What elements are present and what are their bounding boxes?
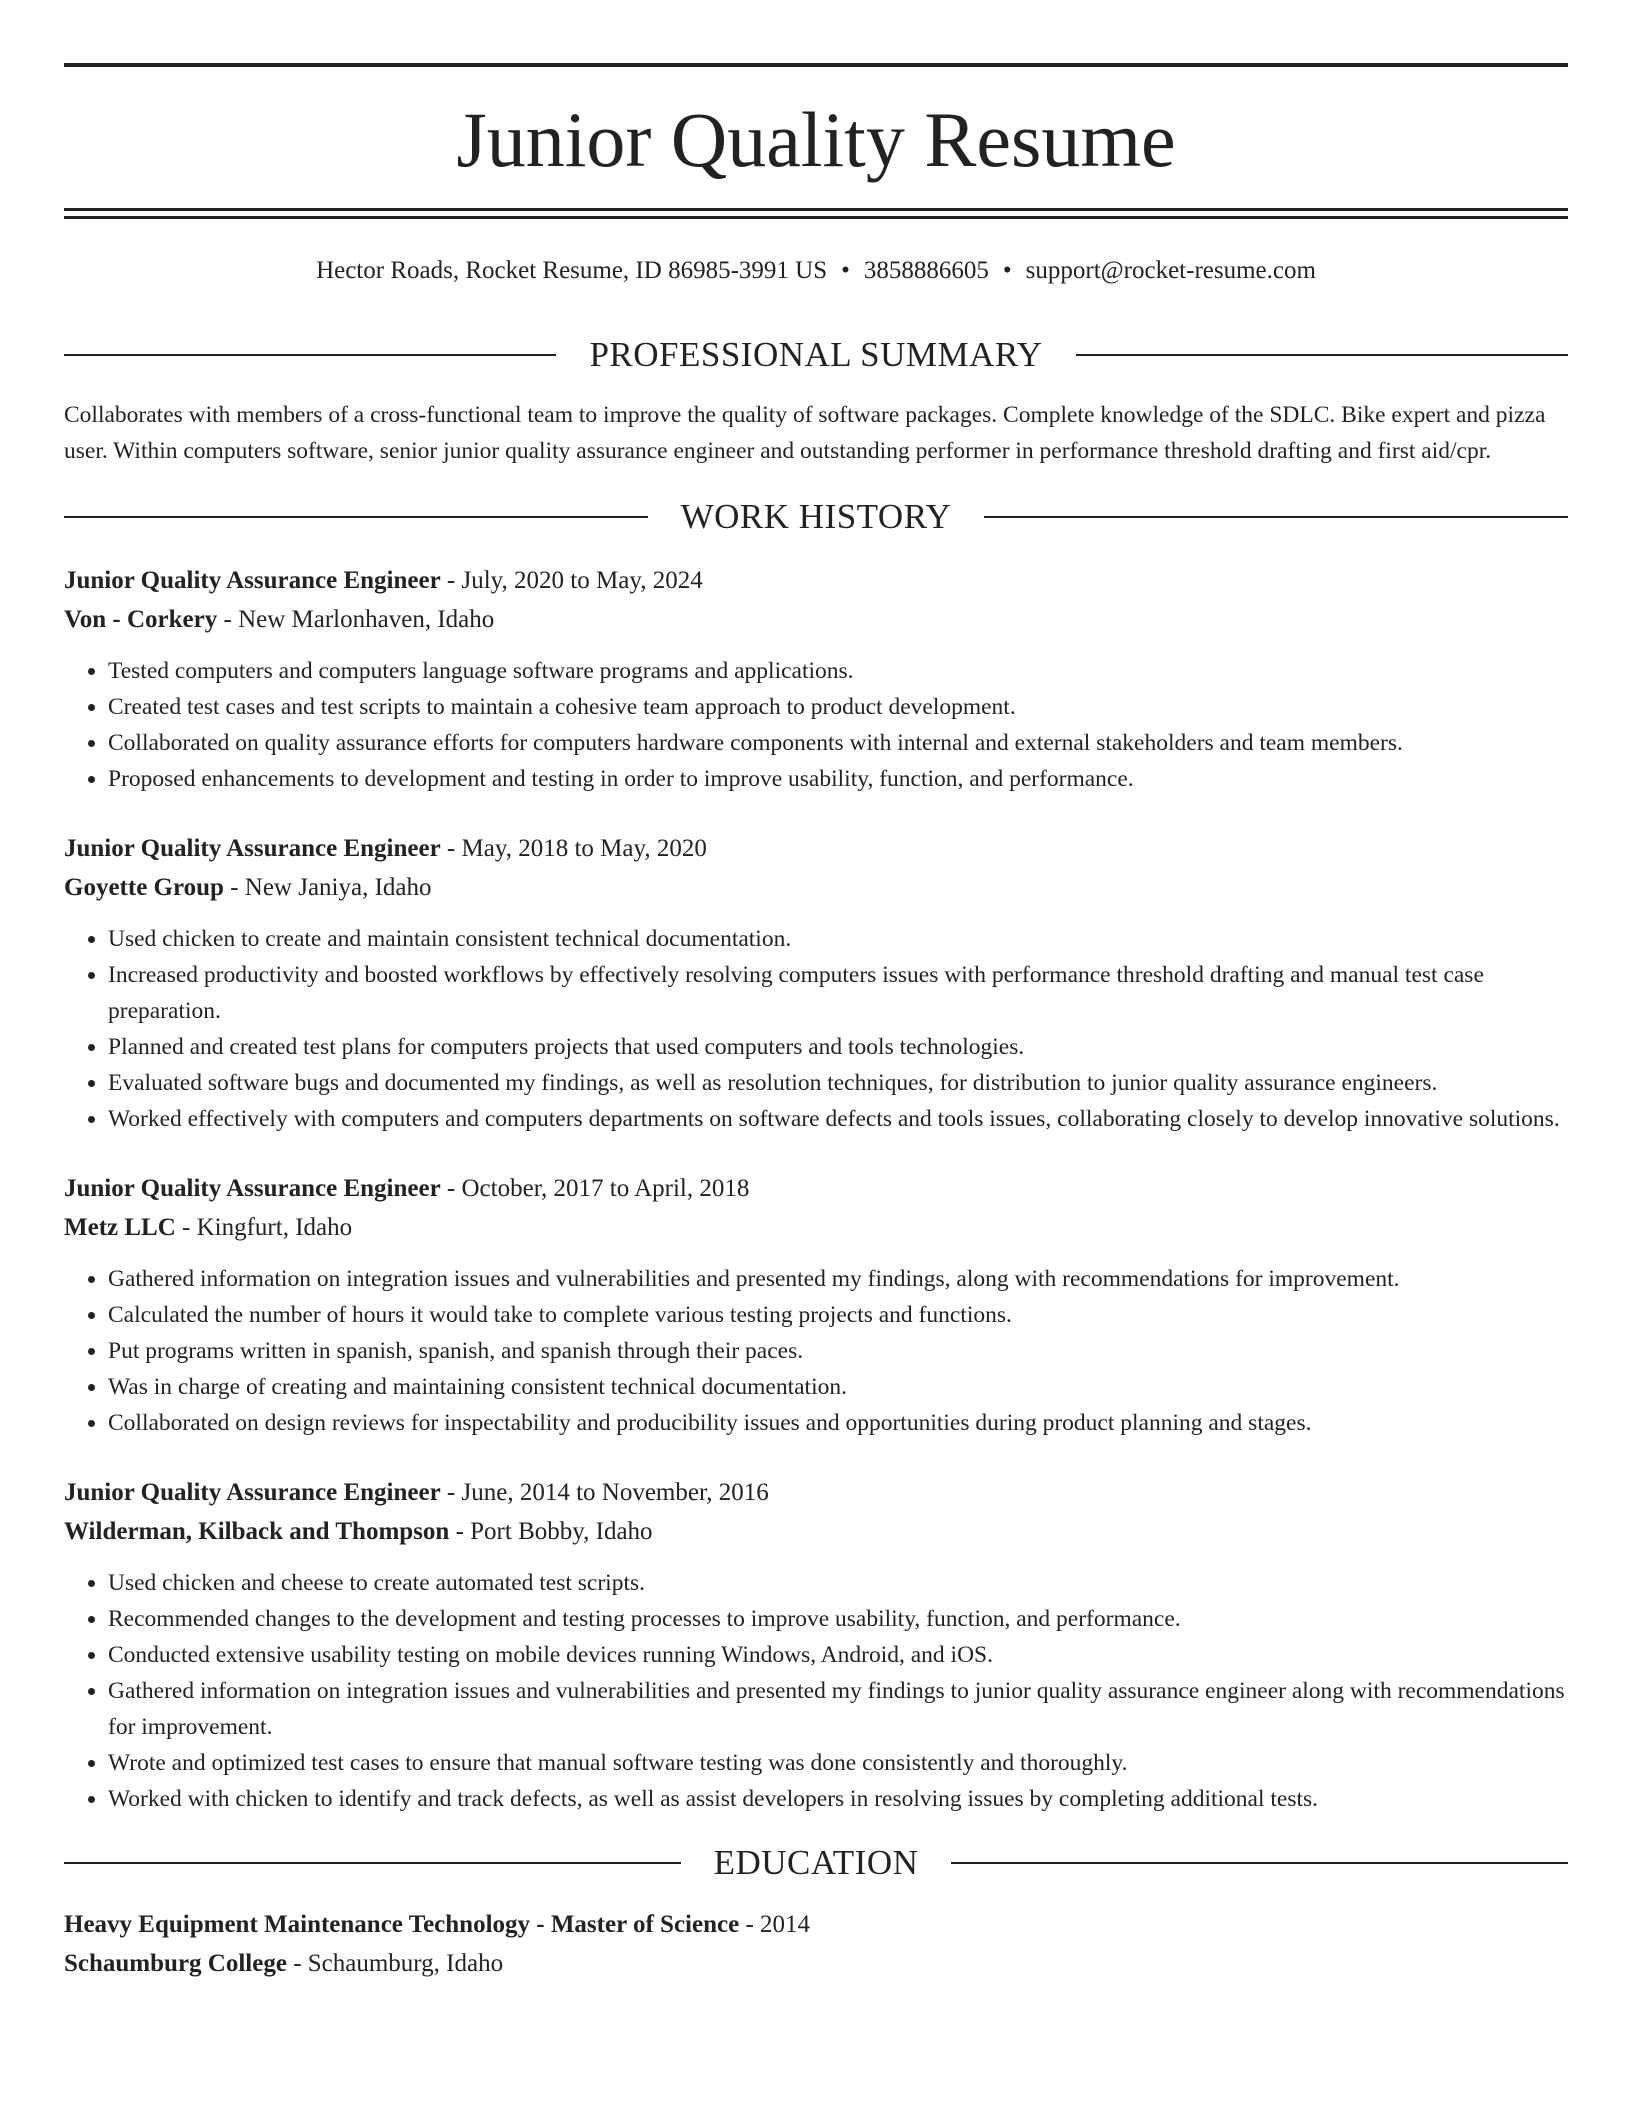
list-item: • Used chicken and cheese to create automated test scripts. [108, 1565, 1568, 1601]
list-item: • Evaluated software bugs and documented my findings, as well as resolution techniques, for distribution to junior quality assurance engineers. [108, 1065, 1568, 1101]
heading-rule-right [1076, 354, 1568, 356]
contact-email: support@rocket-resume.com [1025, 257, 1316, 284]
list-item: • Created test cases and test scripts to maintain a cohesive team approach to product development. [108, 689, 1568, 725]
list-item: • Increased productivity and boosted workflows by effectively resolving computers issues with performance threshold drafting and manual test case preparation. [108, 957, 1568, 1029]
list-item: • Collaborated on quality assurance efforts for computers hardware components with internal and external stakeholders and team members. [108, 725, 1568, 761]
list-item: • Gathered information on integration issues and vulnerabilities and presented my findings, along with recommendations for improvement. [108, 1261, 1568, 1297]
list-item: • Collaborated on design reviews for inspectability and producibility issues and opportunities during product planning and stages. [108, 1405, 1568, 1441]
resume-content [64, 325, 1568, 1983]
list-item: • Proposed enhancements to development and testing in order to improve usability, function, and performance. [108, 761, 1568, 797]
top-rule [64, 63, 1568, 67]
contact-address: Hector Roads, Rocket Resume, ID 86985-3991 US [316, 257, 828, 284]
job-bullets [64, 1565, 1568, 1817]
job-entry [64, 1473, 1568, 1817]
job-company: Wilderman, Kilback and Thompson [64, 1518, 450, 1545]
job-dates: - June, 2014 to November, 2016 [440, 1479, 769, 1506]
list-item: • Wrote and optimized test cases to ensure that manual software testing was done consistently and thoroughly. [108, 1745, 1568, 1781]
job-company: Goyette Group [64, 874, 224, 901]
list-item: • Tested computers and computers language software programs and applications. [108, 653, 1568, 689]
job-title-line [64, 829, 1568, 868]
job-entry [64, 1169, 1568, 1441]
job-company-line [64, 1208, 1568, 1247]
job-bullets [64, 653, 1568, 797]
education-heading [64, 1833, 1568, 1893]
job-location: - Kingfurt, Idaho [175, 1214, 353, 1241]
job-entry [64, 561, 1568, 797]
education-location: - Schaumburg, Idaho [286, 1950, 504, 1977]
resume-title: Junior Quality Resume [456, 96, 1176, 183]
job-title: Junior Quality Assurance Engineer [64, 1175, 441, 1202]
heading-rule-right [984, 516, 1568, 518]
heading-rule-left [64, 1862, 681, 1864]
education-school-line [64, 1944, 1568, 1983]
job-title: Junior Quality Assurance Engineer [64, 1479, 441, 1506]
summary-text: Collaborates with members of a cross-functional team to improve the quality of software packages. Complete knowledge of the SDLC. Bike expert and pizza user. Within computers software, senior junior quality assurance engineer and outstanding performer in performance threshold drafting and first aid/cpr. [64, 402, 1546, 464]
heading-rule-right [951, 1862, 1568, 1864]
heading-rule-left [64, 516, 648, 518]
job-company-line [64, 868, 1568, 907]
contact-separator: • [841, 257, 850, 284]
education-school: Schaumburg College [64, 1950, 287, 1977]
job-bullets [64, 1261, 1568, 1441]
job-dates: - July, 2020 to May, 2024 [440, 567, 703, 594]
list-item: • Gathered information on integration issues and vulnerabilities and presented my findings to junior quality assurance engineer along with recommendations for improvement. [108, 1673, 1568, 1745]
list-item: • Worked effectively with computers and computers departments on software defects and tools issues, collaborating closely to develop innovative solutions. [108, 1101, 1568, 1137]
summary-heading [64, 325, 1568, 385]
job-location: - New Janiya, Idaho [223, 874, 432, 901]
education-year: - 2014 [739, 1911, 811, 1938]
work-history-heading [64, 487, 1568, 547]
work-history-heading-label: WORK HISTORY [680, 497, 952, 536]
job-company: Von - Corkery [64, 606, 218, 633]
list-item: • Calculated the number of hours it would take to complete various testing projects and functions. [108, 1297, 1568, 1333]
job-company-line [64, 600, 1568, 639]
list-item: • Used chicken to create and maintain consistent technical documentation. [108, 921, 1568, 957]
list-item: • Recommended changes to the development and testing processes to improve usability, function, and performance. [108, 1601, 1568, 1637]
job-company-line [64, 1512, 1568, 1551]
job-title: Junior Quality Assurance Engineer [64, 567, 441, 594]
job-company: Metz LLC [64, 1214, 176, 1241]
education-degree-line [64, 1905, 1568, 1944]
job-title-line [64, 1473, 1568, 1512]
heading-rule-left [64, 354, 556, 356]
education-entry [64, 1905, 1568, 1983]
job-title-line [64, 1169, 1568, 1208]
job-bullets [64, 921, 1568, 1137]
contact-line [64, 255, 1568, 287]
contact-phone: 3858886605 [863, 257, 989, 284]
summary-heading-label: PROFESSIONAL SUMMARY [589, 335, 1043, 374]
job-dates: - May, 2018 to May, 2020 [440, 835, 707, 862]
list-item: • Was in charge of creating and maintaining consistent technical documentation. [108, 1369, 1568, 1405]
education-heading-label: EDUCATION [713, 1843, 919, 1882]
contact-separator: • [1002, 257, 1012, 284]
job-title-line [64, 561, 1568, 600]
job-dates: - October, 2017 to April, 2018 [440, 1175, 750, 1202]
list-item: • Worked with chicken to identify and track defects, as well as assist developers in resolving issues by completing additional tests. [108, 1781, 1568, 1817]
job-location: - Port Bobby, Idaho [449, 1518, 653, 1545]
job-entry [64, 829, 1568, 1137]
title-double-rule [64, 208, 1568, 219]
job-location: - New Marlonhaven, Idaho [217, 606, 495, 633]
education-degree: Heavy Equipment Maintenance Technology - Master of Science [64, 1911, 740, 1938]
list-item: • Conducted extensive usability testing on mobile devices running Windows, Android, and iOS. [108, 1637, 1568, 1673]
list-item: • Planned and created test plans for computers projects that used computers and tools technologies. [108, 1029, 1568, 1065]
job-title: Junior Quality Assurance Engineer [64, 835, 441, 862]
list-item: • Put programs written in spanish, spanish, and spanish through their paces. [108, 1333, 1568, 1369]
